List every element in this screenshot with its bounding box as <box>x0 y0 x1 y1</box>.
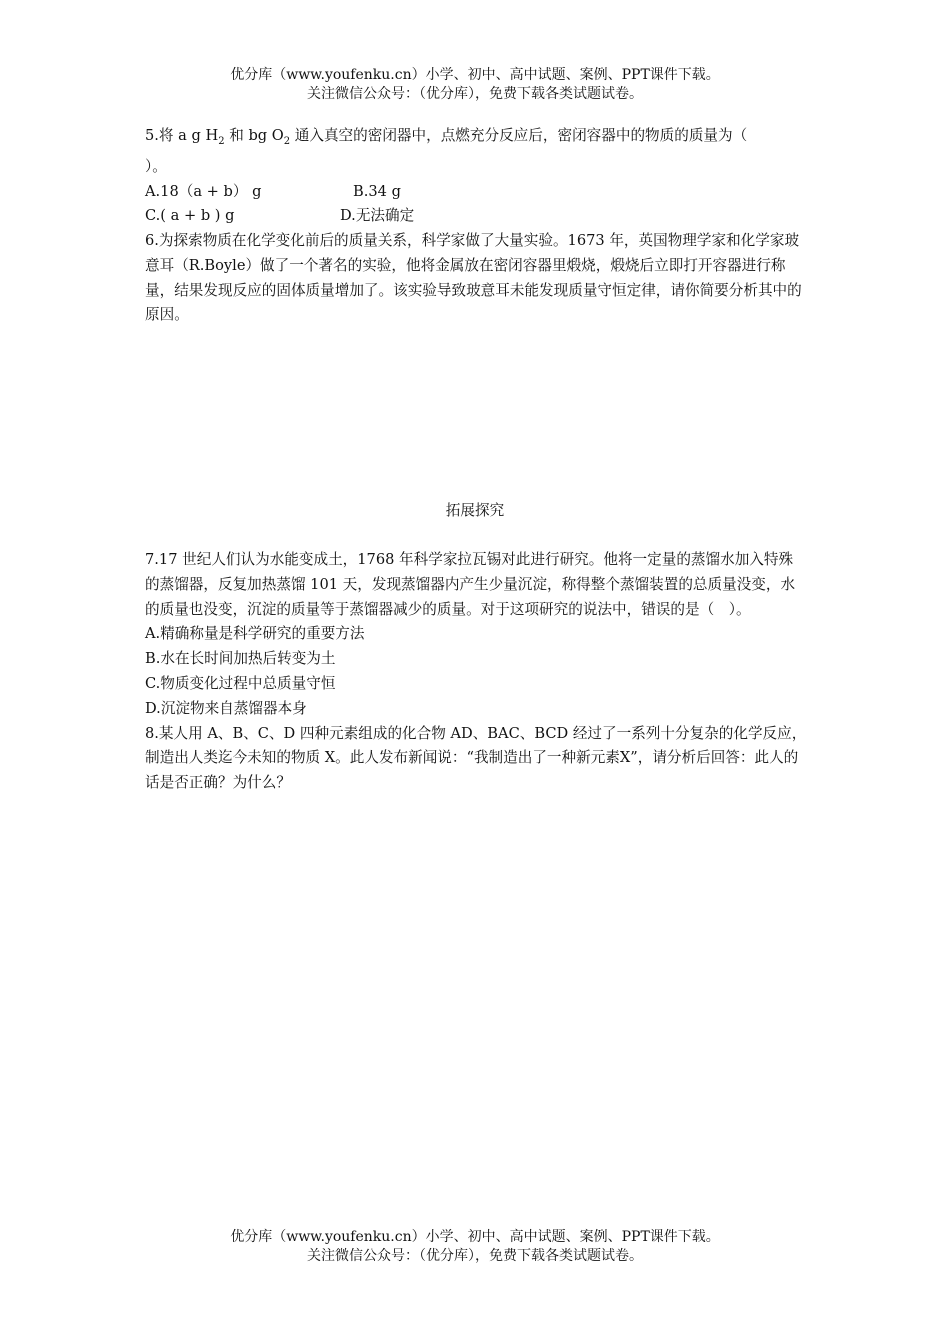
page-footer <box>0 1228 950 1266</box>
question-6: 6.为探索物质在化学变化前后的质量关系，科学家做了大量实验。1673 年，英国物理学家和化学家玻意耳（R.Boyle）做了一个著名的实验，他将金属放在密闭容器里煅烧，煅烧后立即打开容器进行称量，结果发现反应的固体质量增加了。该实验导致玻意耳未能发现质量守恒定律，请你简要分析其中的原因。 <box>145 232 802 324</box>
q5-subscript-2: 2 <box>283 135 291 147</box>
q5-option-d: D.无法确定 <box>340 207 415 225</box>
question-8: 8.某人用 A、B、C、D 四种元素组成的化合物 AD、BAC、BCD 经过了一系列十分复杂的化学反应，制造出人类迄今未知的物质 X。此人发布新闻说：“我制造出了一种新元素X”，请分析后回答：此人的话是否正确？为什么？ <box>145 724 807 792</box>
questions-5-6 <box>145 124 807 328</box>
footer-line-2: 关注微信公众号：（优分库），免费下载各类试题试卷。 <box>307 1248 643 1264</box>
header-line-1: 优分库（www.youfenku.cn）小学、初中、高中试题、案例、PPT课件下载。 <box>230 67 720 83</box>
section-title: 拓展探究 <box>445 502 505 519</box>
q5-options-row-1 <box>145 180 807 205</box>
header-line-2: 关注微信公众号：（优分库），免费下载各类试题试卷。 <box>307 86 643 102</box>
page-header <box>0 66 950 104</box>
q7-option-b: B.水在长时间加热后转变为土 <box>145 650 336 668</box>
q5-option-a: A.18（a + b） g <box>145 182 262 200</box>
q5-option-c: C.( a + b ) g <box>145 207 235 225</box>
q7-option-d: D.沉淀物来自蒸馏器本身 <box>145 699 307 717</box>
q5-text-mid: 和 bg O <box>224 127 284 144</box>
q5-text-suffix: 通入真空的密闭器中，点燃充分反应后，密闭容器中的物质的质量为（ <box>290 127 748 144</box>
q5-options-row-2 <box>145 204 807 229</box>
q7-option-a: A.精确称量是科学研究的重要方法 <box>145 625 365 643</box>
q5-text-prefix: 5.将 a g H <box>145 127 219 144</box>
q5-option-b: B.34 g <box>353 182 401 200</box>
q5-subscript-1: 2 <box>218 135 225 147</box>
q7-option-c: C.物质变化过程中总质量守恒 <box>145 674 336 692</box>
question-5-stem <box>145 124 807 155</box>
footer-line-1: 优分库（www.youfenku.cn）小学、初中、高中试题、案例、PPT课件下载。 <box>230 1229 720 1245</box>
question-7-stem: 7.17 世纪人们认为水能变成土，1768 年科学家拉瓦锡对此进行研究。他将一定量的蒸馏水加入特殊的蒸馏器，反复加热蒸馏 101 天，发现蒸馏器内产生少量沉淀，称得整个蒸馏装置的总质量没变，水的质量也没变，沉淀的质量等于蒸馏器减少的质量。对于这项研究的说法中，错误的是（ ）。 <box>145 551 796 618</box>
questions-7-8 <box>145 548 807 796</box>
question-5-stem-end: ）。 <box>145 157 167 175</box>
